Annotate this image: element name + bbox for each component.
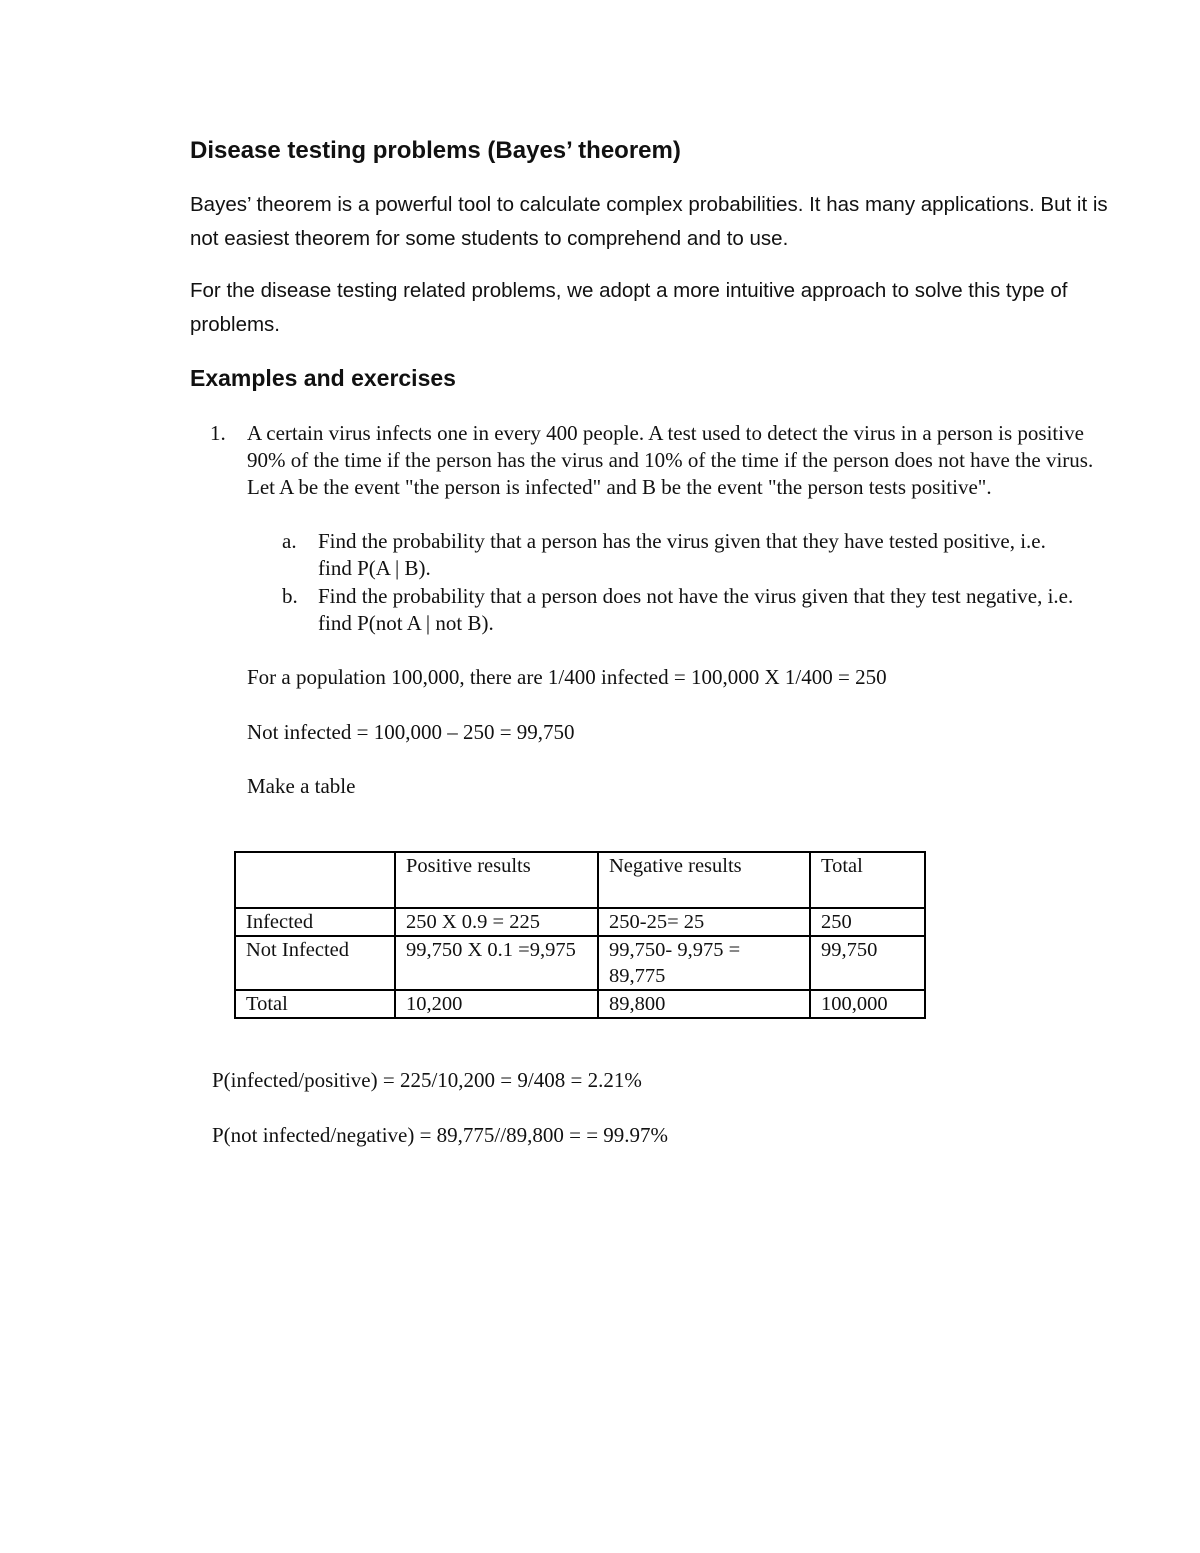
table-cell: 99,750 X 0.1 =9,975 [395,936,598,990]
table-cell: 250 [810,908,925,936]
part-b-letter: b. [282,584,298,608]
table-header-cell: Negative results [598,852,810,908]
table-cell: 99,750 [810,936,925,990]
table-row [235,990,925,1018]
intro-paragraph-1: Bayes’ theorem is a powerful tool to calculate complex probabilities. It has many applications. But it is not easiest theorem for some students to comprehend and to use. [190,193,1108,250]
table-cell: Infected [235,908,395,936]
table-cell: 250 X 0.9 = 225 [395,908,598,936]
intro-paragraph-2: For the disease testing related problems, we adopt a more intuitive approach to solve this type of problems. [190,279,1068,336]
result-not-infected-given-negative: P(not infected/negative) = 89,775//89,800 = = 99.97% [212,1123,669,1147]
table-header-cell [235,852,395,908]
table-header-cell: Positive results [395,852,598,908]
part-a-text: Find the probability that a person has the virus given that they have tested positive, i.e. find P(A | B). [318,529,1046,580]
document-title: Disease testing problems (Bayes’ theorem) [190,137,681,164]
calc-line-infected: For a population 100,000, there are 1/400 infected = 100,000 X 1/400 = 250 [247,665,887,689]
table-header-cell: Total [810,852,925,908]
table-cell: Total [235,990,395,1018]
table-row [235,908,925,936]
table-cell: Not Infected [235,936,395,990]
table-cell: 89,800 [598,990,810,1018]
table-cell: 250-25= 25 [598,908,810,936]
table-cell: 99,750- 9,975 = 89,775 [598,936,810,990]
contingency-table [234,851,926,1019]
table-cell: 100,000 [810,990,925,1018]
exercise-number: 1. [210,421,226,445]
exercise-text: A certain virus infects one in every 400 people. A test used to detect the virus in a person is positive 90% of the time if the person has the virus and 10% of the time if the person does not have the virus. Let A be the event "the person is infected" and B be the event "the person tests positive". [247,421,1094,499]
calc-line-not-infected: Not infected = 100,000 – 250 = 99,750 [247,720,575,744]
table-row [235,936,925,990]
table-header-row [235,852,925,908]
calc-line-make-table: Make a table [247,774,356,798]
section-heading: Examples and exercises [190,365,456,391]
table-cell: 10,200 [395,990,598,1018]
part-b-text: Find the probability that a person does not have the virus given that they test negative, i.e. find P(not A | not B). [318,584,1074,635]
part-a-letter: a. [282,529,297,553]
result-infected-given-positive: P(infected/positive) = 225/10,200 = 9/408 = 2.21% [212,1068,642,1092]
